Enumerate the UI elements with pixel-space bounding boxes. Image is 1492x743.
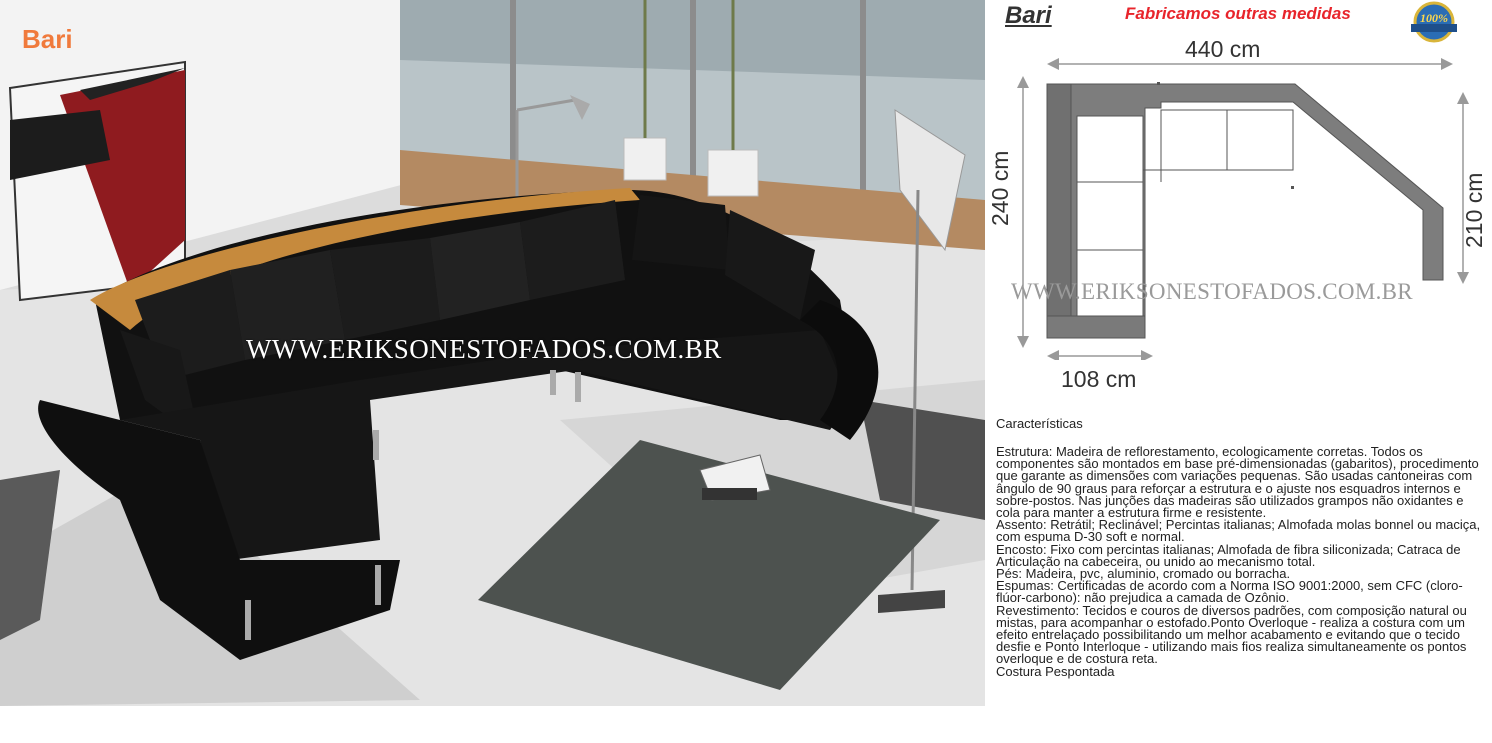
photo-title: Bari: [22, 24, 73, 54]
feature-feet: Pés: Madeira, pvc, aluminio, cromado ou borracha.: [996, 566, 1291, 582]
quality-seal-icon: [1403, 0, 1465, 44]
features-heading: Características: [996, 416, 1083, 431]
dimension-width: 440 cm: [1185, 36, 1261, 62]
features-list: [996, 446, 1488, 678]
spec-tagline: Fabricamos outras medidas: [1125, 4, 1351, 23]
diagram-watermark: WWW.ERIKSONESTOFADOS.COM.BR: [1011, 279, 1413, 304]
floor-plan-diagram: [985, 40, 1492, 360]
feature-upholstery: Revestimento: Tecidos e couros de diversos padrões, com composição natural ou mistas, para acompanhar o estofado.Ponto Overloque - realiza a costura com um efeito entrelaçado possibilitando um melhor acabamento e evitando que o tecido desfie e Ponto Interloque - utilizando mais fios realiza simultaneamente os pontos overloque e de costura reta.: [996, 602, 1467, 667]
dimension-height-left: 240 cm: [987, 150, 1013, 226]
feature-structure: Estrutura: Madeira de reflorestamento, ecologicamente corretas. Todos os componentes são montados em base pré-dimensionadas (gabaritos), procedimento que garante as dimensões com variações pequenas. São usadas cantoneiras com ângulo de 90 graus para reforçar a estrutura e o ajuste nos esquadros internos e sobre-postos. Nas junções das madeiras são utilizados grampos não oxidantes e cola para manter a estrutura firme e resistente.: [996, 444, 1479, 521]
feature-foams: Espumas: Certificadas de acordo com a Norma ISO 9001:2000, sem CFC (cloro-flúor-carbono): não prejudica a camada de Ozônio.: [996, 578, 1463, 606]
dimension-height-right: 210 cm: [1461, 172, 1487, 248]
feature-seat: Assento: Retrátil; Reclinável; Percintas italianas; Almofada molas bonnel ou maciça, com espuma D-30 soft e normal.: [996, 517, 1481, 545]
seal-text: 100%: [1420, 11, 1448, 25]
dimension-depth: 108 cm: [1061, 366, 1137, 392]
feature-backrest: Encosto: Fixo com percintas italianas; Almofada de fibra siliconizada; Catraca de Articulação na cabeceira, ou unido ao mecanismo total.: [996, 541, 1461, 569]
feature-stitching: Costura Pespontada: [996, 663, 1115, 679]
photo-watermark: WWW.ERIKSONESTOFADOS.COM.BR: [246, 334, 722, 364]
spec-panel: [985, 0, 1492, 743]
spec-title: Bari: [1005, 2, 1052, 29]
